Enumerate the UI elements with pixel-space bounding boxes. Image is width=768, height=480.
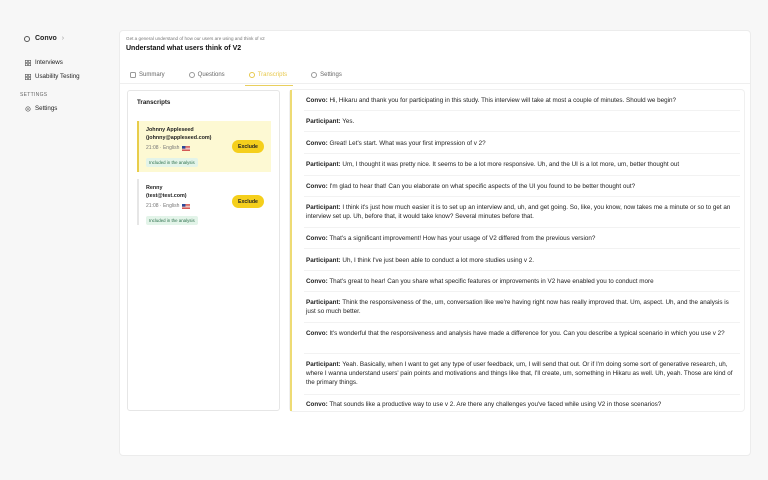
divider bbox=[304, 291, 740, 292]
page-title: Understand what users think of V2 bbox=[126, 45, 242, 52]
message-speaker: Convo: bbox=[306, 278, 328, 285]
message-speaker: Participant: bbox=[306, 361, 341, 368]
tab-settings[interactable] bbox=[311, 68, 342, 82]
brand-logo-icon bbox=[24, 36, 30, 42]
message-speaker: Convo: bbox=[306, 401, 328, 408]
tab-summary[interactable] bbox=[130, 68, 165, 82]
gear-icon bbox=[311, 72, 317, 78]
message bbox=[306, 360, 734, 387]
message-speaker: Participant: bbox=[306, 257, 341, 264]
tab-divider bbox=[120, 83, 750, 84]
sidebar-item-label: Settings bbox=[35, 105, 58, 112]
brand-name: Convo bbox=[35, 35, 57, 42]
sidebar bbox=[0, 0, 112, 480]
message-text: Great! Let's start. What was your first impression of v 2? bbox=[329, 140, 486, 147]
divider bbox=[304, 270, 740, 271]
message-speaker: Convo: bbox=[306, 97, 328, 104]
workspace-switcher[interactable] bbox=[24, 35, 64, 42]
message-text: That's a significant improvement! How has your usage of V2 differed from the previous version? bbox=[329, 235, 596, 242]
page-subtitle: Get a general understand of how our users are using and think of v2 bbox=[126, 36, 265, 41]
message-text: It's wonderful that the responsiveness and analysis have made a difference for you. Can you describe a typical scenario in which you use v 2? bbox=[329, 330, 725, 337]
status-badge: Included in the analysis bbox=[146, 158, 198, 167]
transcripts-heading: Transcripts bbox=[137, 99, 171, 106]
question-icon bbox=[189, 72, 195, 78]
sidebar-item-settings[interactable] bbox=[25, 105, 57, 112]
message bbox=[306, 203, 734, 221]
message-text: Hi, Hikaru and thank you for participating in this study. This interview will take at most a couple of minutes. Should we begin? bbox=[329, 97, 677, 104]
selection-bar bbox=[290, 90, 292, 411]
transcript-meta-text: 21:08 · English bbox=[146, 203, 180, 209]
divider bbox=[304, 248, 740, 249]
tab-bar bbox=[130, 68, 366, 82]
divider bbox=[304, 322, 740, 323]
message bbox=[306, 329, 734, 338]
chevron-right-icon: › bbox=[61, 35, 65, 42]
message-text: Think the responsiveness of the, um, conversation like we're having right now has really improved that. Um, aspect. Uh, and the analysis is just so much better. bbox=[306, 299, 729, 315]
participant-email: (johnny@appleseed.com) bbox=[146, 134, 212, 141]
status-badge: Included in the analysis bbox=[146, 216, 198, 225]
participant-name: Renny bbox=[146, 185, 163, 191]
transcript-icon bbox=[249, 72, 255, 78]
exclude-button[interactable]: Exclude bbox=[232, 195, 264, 208]
divider bbox=[304, 227, 740, 228]
transcripts-panel bbox=[127, 90, 280, 411]
us-flag-icon bbox=[182, 204, 190, 209]
message-text: I think it's just how much easier it is to set up an interview and, uh, and get going. So, like, you know, now takes me a minute or so to get an interview set up. Uh, before that, it would take know? Several minutes before that. bbox=[306, 204, 731, 220]
divider bbox=[304, 196, 740, 197]
tab-label: Questions bbox=[197, 72, 225, 78]
message bbox=[306, 117, 734, 126]
document-icon bbox=[130, 72, 136, 78]
message-text: Yeah. Basically, when I want to get any type of user feedback, um, I will send that out. Or if I'm doing some sort of generative research, uh, where I wanna understand users' pain points and motivations and things like that, I'll create, um, something in Hikaru as well. Uh, yeah. Those are kind of the primary things. bbox=[306, 361, 733, 386]
main-panel bbox=[119, 30, 751, 456]
divider bbox=[304, 153, 740, 154]
message bbox=[306, 277, 734, 286]
message-speaker: Convo: bbox=[306, 140, 328, 147]
message-speaker: Convo: bbox=[306, 183, 328, 190]
grid-icon bbox=[25, 74, 31, 80]
message bbox=[306, 298, 734, 316]
message-speaker: Participant: bbox=[306, 299, 341, 306]
message bbox=[306, 139, 734, 148]
message bbox=[306, 182, 734, 191]
conversation-panel bbox=[290, 90, 744, 411]
exclude-button[interactable]: Exclude bbox=[232, 140, 264, 153]
divider bbox=[304, 394, 740, 395]
transcript-meta-text: 21:08 · English bbox=[146, 145, 180, 151]
message bbox=[306, 160, 734, 169]
participant-email: (test@test.com) bbox=[146, 192, 187, 199]
message-text: Yes. bbox=[342, 118, 355, 125]
message-text: That sounds like a productive way to use v 2. Are there any challenges you've faced while using V2 in those scenarios? bbox=[329, 401, 662, 408]
message-speaker: Participant: bbox=[306, 204, 341, 211]
gear-icon bbox=[25, 106, 31, 112]
divider bbox=[304, 110, 740, 111]
participant-name: Johnny Appleseed bbox=[146, 127, 194, 133]
tab-transcripts[interactable] bbox=[249, 68, 287, 82]
sidebar-item-interviews[interactable] bbox=[25, 59, 63, 66]
sidebar-section-heading: SETTINGS bbox=[20, 92, 48, 98]
message-speaker: Participant: bbox=[306, 161, 341, 168]
message bbox=[306, 256, 734, 265]
us-flag-icon bbox=[182, 146, 190, 151]
sidebar-item-usability-testing[interactable] bbox=[25, 73, 80, 80]
grid-icon bbox=[25, 60, 31, 66]
message-speaker: Convo: bbox=[306, 235, 328, 242]
message-text: Um, I thought it was pretty nice. It seems to be a lot more responsive. Uh, and the UI is a lot more, um, better thought out bbox=[342, 161, 680, 168]
tab-label: Summary bbox=[139, 72, 165, 78]
tab-questions[interactable] bbox=[189, 68, 225, 82]
divider bbox=[304, 353, 740, 354]
message-text: That's great to hear! Can you share what specific features or improvements in V2 have enabled you to conduct more bbox=[329, 278, 654, 285]
message bbox=[306, 96, 734, 105]
message-speaker: Participant: bbox=[306, 118, 341, 125]
message bbox=[306, 400, 734, 409]
tab-label: Settings bbox=[320, 72, 342, 78]
transcript-item[interactable] bbox=[137, 179, 271, 225]
divider bbox=[304, 175, 740, 176]
divider bbox=[304, 131, 740, 132]
message-text: I'm glad to hear that! Can you elaborate on what specific aspects of the UI you found to be better thought out? bbox=[329, 183, 636, 190]
tab-label: Transcripts bbox=[257, 72, 288, 78]
sidebar-item-label: Usability Testing bbox=[35, 73, 80, 80]
message-speaker: Convo: bbox=[306, 330, 328, 337]
message bbox=[306, 234, 734, 243]
transcript-item[interactable] bbox=[137, 121, 271, 172]
message-text: Uh, I think I've just been able to conduct a lot more studies using v 2. bbox=[342, 257, 535, 264]
sidebar-item-label: Interviews bbox=[35, 59, 63, 66]
